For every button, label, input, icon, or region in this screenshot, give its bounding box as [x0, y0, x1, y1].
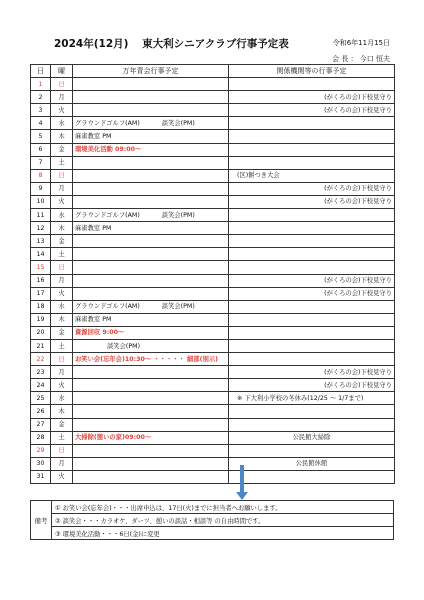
weekday-cell: 火 — [51, 379, 73, 392]
notes-row — [31, 514, 394, 527]
club-event-am: グラウンドゴルフ(AM) — [75, 303, 140, 311]
day-cell: 2 — [31, 91, 51, 104]
related-event-cell — [229, 117, 395, 130]
day-cell: 30 — [31, 457, 51, 470]
table-row — [31, 326, 395, 339]
club-event-cell — [73, 78, 229, 91]
col-header-related-events: 関係機関等の行事予定 — [229, 65, 395, 78]
weekday-cell: 木 — [51, 313, 73, 326]
table-row — [31, 182, 395, 195]
day-cell: 1 — [31, 78, 51, 91]
club-event-cell: 大掃除(憩いの家)09:00～ — [73, 431, 229, 444]
club-event-cell — [73, 117, 229, 130]
table-row — [31, 418, 395, 431]
notes-label: 備考 — [31, 501, 52, 540]
related-event-cell — [229, 130, 395, 143]
table-row — [31, 104, 395, 117]
table-row — [31, 392, 395, 405]
day-cell: 3 — [31, 104, 51, 117]
day-cell: 10 — [31, 195, 51, 208]
table-row — [31, 287, 395, 300]
day-cell: 24 — [31, 379, 51, 392]
col-header-weekday: 曜 — [51, 65, 73, 78]
related-event-cell: (がくろの会)下校見守り — [229, 182, 395, 195]
club-event-cell — [73, 156, 229, 169]
weekday-cell: 木 — [51, 405, 73, 418]
weekday-cell: 土 — [51, 431, 73, 444]
day-cell: 20 — [31, 326, 51, 339]
weekday-cell: 木 — [51, 130, 73, 143]
table-row — [31, 444, 395, 457]
related-event-cell: ※ 下大利小学校の冬休み(12/25 ～ 1/7まで) — [229, 392, 395, 405]
day-cell: 22 — [31, 353, 51, 366]
table-row — [31, 470, 395, 483]
weekday-cell: 日 — [51, 78, 73, 91]
table-row — [31, 339, 395, 352]
table-row — [31, 130, 395, 143]
club-event-cell — [73, 261, 229, 274]
table-row — [31, 195, 395, 208]
col-header-club-events: 万年青会行事予定 — [73, 65, 229, 78]
table-row — [31, 222, 395, 235]
table-row — [31, 313, 395, 326]
related-event-cell — [229, 143, 395, 156]
weekday-cell: 金 — [51, 418, 73, 431]
club-event-cell: 麻雀教室 PM — [73, 313, 229, 326]
weekday-cell: 金 — [51, 326, 73, 339]
weekday-cell: 日 — [51, 353, 73, 366]
weekday-cell: 水 — [51, 117, 73, 130]
related-event-cell — [229, 248, 395, 261]
table-row — [31, 235, 395, 248]
table-row — [31, 209, 395, 222]
issue-date: 令和6年11月15日 — [332, 39, 390, 47]
weekday-cell: 月 — [51, 182, 73, 195]
weekday-cell: 金 — [51, 143, 73, 156]
club-event-am: グラウンドゴルフ(AM) — [75, 211, 140, 219]
weekday-cell: 火 — [51, 470, 73, 483]
club-event-cell — [73, 287, 229, 300]
related-event-cell — [229, 209, 395, 222]
related-event-cell: (がくろの会)下校見守り — [229, 195, 395, 208]
table-row — [31, 91, 395, 104]
club-event-cell — [73, 91, 229, 104]
related-event-cell — [229, 235, 395, 248]
related-event-cell: 公民館大掃除 — [229, 431, 395, 444]
related-event-cell: (区)餅つき大会 — [229, 169, 395, 182]
related-event-cell — [229, 326, 395, 339]
weekday-cell: 水 — [51, 300, 73, 313]
club-event-cell — [73, 169, 229, 182]
related-event-cell — [229, 353, 395, 366]
day-cell: 6 — [31, 143, 51, 156]
day-cell: 21 — [31, 339, 51, 352]
schedule-table — [30, 64, 395, 484]
related-event-cell — [229, 78, 395, 91]
schedule-body — [31, 78, 395, 484]
note-item: ① お笑い会(忘年会)・・・出席申込は、17日(火)までに担当者へお願いします。 — [52, 501, 394, 514]
weekday-cell: 月 — [51, 91, 73, 104]
club-event-cell — [73, 418, 229, 431]
table-row — [31, 457, 395, 470]
club-event-cell — [73, 104, 229, 117]
weekday-cell: 火 — [51, 195, 73, 208]
table-row — [31, 300, 395, 313]
day-cell: 7 — [31, 156, 51, 169]
day-cell: 12 — [31, 222, 51, 235]
weekday-cell: 月 — [51, 457, 73, 470]
day-cell: 5 — [31, 130, 51, 143]
table-row — [31, 248, 395, 261]
club-event-cell: 環境美化活動 09:00～ — [73, 143, 229, 156]
table-row — [31, 143, 395, 156]
day-cell: 11 — [31, 209, 51, 222]
weekday-cell: 日 — [51, 261, 73, 274]
day-cell: 18 — [31, 300, 51, 313]
related-event-cell — [229, 156, 395, 169]
weekday-cell: 土 — [51, 156, 73, 169]
day-cell: 9 — [31, 182, 51, 195]
weekday-cell: 日 — [51, 169, 73, 182]
document-title — [54, 36, 299, 51]
col-header-day: 日 — [31, 65, 51, 78]
weekday-cell: 金 — [51, 235, 73, 248]
club-event-cell — [73, 248, 229, 261]
title-row — [0, 36, 424, 52]
day-cell: 16 — [31, 274, 51, 287]
weekday-cell: 土 — [51, 339, 73, 352]
day-cell: 17 — [31, 287, 51, 300]
day-cell: 8 — [31, 169, 51, 182]
weekday-cell: 土 — [51, 248, 73, 261]
day-cell: 25 — [31, 392, 51, 405]
day-cell: 14 — [31, 248, 51, 261]
club-event-cell — [73, 300, 229, 313]
table-row — [31, 379, 395, 392]
weekday-cell: 水 — [51, 209, 73, 222]
club-event-cell — [73, 195, 229, 208]
table-header-row — [31, 65, 395, 78]
table-row — [31, 274, 395, 287]
chairman: 会 長 ： 今口 恒夫 — [332, 55, 390, 63]
club-event-cell — [73, 209, 229, 222]
related-event-cell — [229, 444, 395, 457]
related-event-cell — [229, 405, 395, 418]
club-event-cell — [73, 235, 229, 248]
club-event-cell — [73, 444, 229, 457]
notes-row — [31, 527, 394, 540]
day-cell: 27 — [31, 418, 51, 431]
weekday-cell: 月 — [51, 274, 73, 287]
club-event-text: 談笑会(PM) — [107, 342, 141, 350]
weekday-cell: 水 — [51, 392, 73, 405]
table-row — [31, 78, 395, 91]
table-row — [31, 261, 395, 274]
related-event-cell: 公民館休館 — [229, 457, 395, 470]
arrow-down-shaft — [240, 465, 244, 492]
note-item: ③ 環境美化活動・・・6日(金)に変更 — [52, 527, 394, 540]
related-event-cell — [229, 339, 395, 352]
weekday-cell: 日 — [51, 444, 73, 457]
club-event-am: グラウンドゴルフ(AM) — [75, 119, 140, 127]
club-event-cell: 資源回収 9:00～ — [73, 326, 229, 339]
weekday-cell: 月 — [51, 366, 73, 379]
table-row — [31, 169, 395, 182]
related-event-cell: (がくろの会)下校見守り — [229, 366, 395, 379]
related-event-cell — [229, 261, 395, 274]
table-row — [31, 156, 395, 169]
related-event-cell: (がくろの会)下校見守り — [229, 91, 395, 104]
table-row — [31, 405, 395, 418]
table-row — [31, 431, 395, 444]
club-event-cell: お笑い会(忘年会)10:30～ ・・・・・ 細部(別示) — [73, 353, 229, 366]
related-event-cell: (がくろの会)下校見守り — [229, 274, 395, 287]
club-event-cell — [73, 366, 229, 379]
related-event-cell: (がくろの会)下校見守り — [229, 379, 395, 392]
weekday-cell: 木 — [51, 222, 73, 235]
club-event-cell: 麻雀教室 PM — [73, 222, 229, 235]
related-event-cell — [229, 313, 395, 326]
club-event-pm: 談笑会(PM) — [161, 119, 195, 127]
day-cell: 13 — [31, 235, 51, 248]
club-event-pm: 談笑会(PM) — [161, 211, 195, 219]
table-row — [31, 366, 395, 379]
notes-table — [30, 500, 394, 540]
related-event-cell — [229, 418, 395, 431]
related-event-cell: (がくろの会)下校見守り — [229, 287, 395, 300]
day-cell: 23 — [31, 366, 51, 379]
table-row — [31, 117, 395, 130]
related-event-cell — [229, 222, 395, 235]
related-event-cell: (がくろの会)下校見守り — [229, 104, 395, 117]
day-cell: 31 — [31, 470, 51, 483]
weekday-cell: 火 — [51, 287, 73, 300]
club-event-cell: 麻雀教室 PM — [73, 130, 229, 143]
day-cell: 26 — [31, 405, 51, 418]
club-event-cell — [73, 274, 229, 287]
club-event-cell — [73, 379, 229, 392]
table-row — [31, 353, 395, 366]
club-event-cell — [73, 457, 229, 470]
weekday-cell: 火 — [51, 104, 73, 117]
day-cell: 15 — [31, 261, 51, 274]
club-event-cell — [73, 182, 229, 195]
note-item: ② 談笑会・・・カラオケ、ダーツ、憩いの談話・相談等 の自由時間です。 — [52, 514, 394, 527]
day-cell: 29 — [31, 444, 51, 457]
day-cell: 19 — [31, 313, 51, 326]
club-event-cell — [73, 392, 229, 405]
year-month: 2024年(12月) — [54, 38, 129, 50]
club-event-cell — [73, 405, 229, 418]
day-cell: 28 — [31, 431, 51, 444]
related-event-cell — [229, 300, 395, 313]
club-title: 東大利シニアクラブ行事予定表 — [142, 38, 289, 50]
notes-row — [31, 501, 394, 514]
club-event-cell — [73, 339, 229, 352]
club-event-cell — [73, 470, 229, 483]
day-cell: 4 — [31, 117, 51, 130]
arrow-down-icon — [236, 492, 248, 500]
related-event-cell — [229, 470, 395, 483]
club-event-pm: 談笑会(PM) — [161, 303, 195, 311]
